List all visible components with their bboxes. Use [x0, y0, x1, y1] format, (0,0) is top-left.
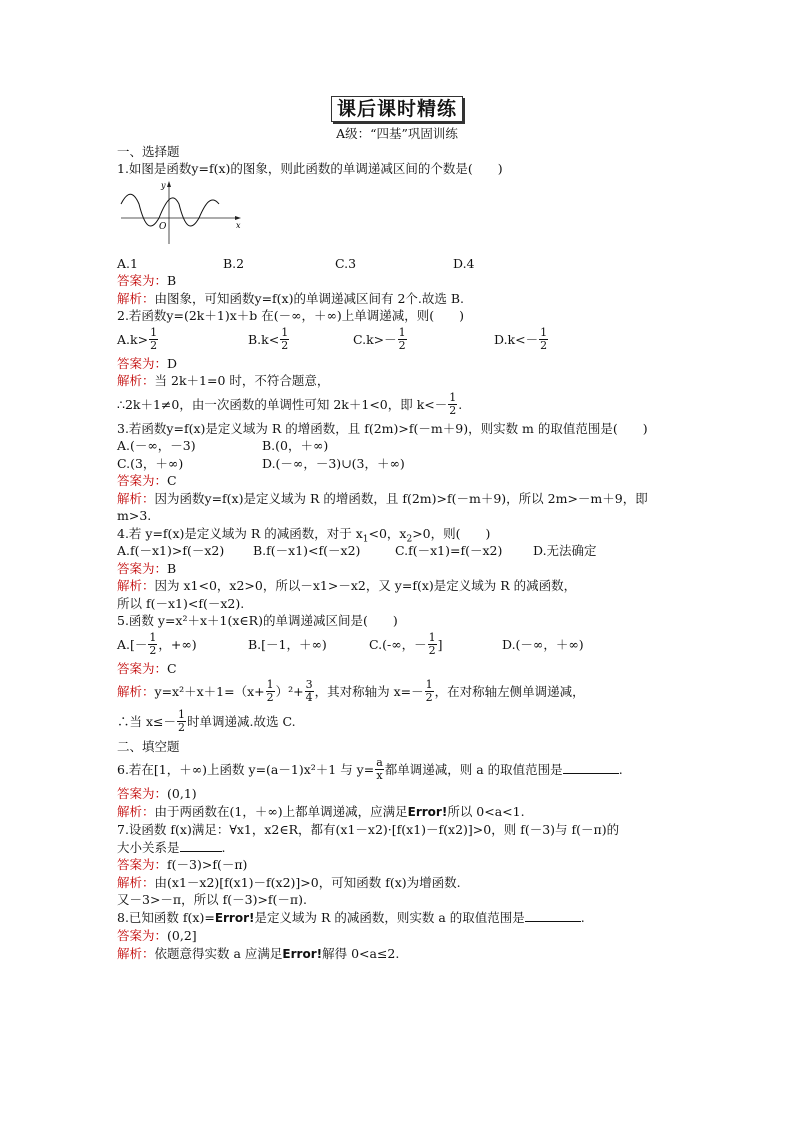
worksheet — [117, 96, 677, 963]
answer-label: 答案为： — [117, 560, 168, 576]
fraction — [148, 632, 157, 657]
fraction-denominator: 2 — [178, 721, 185, 734]
q5-option-c-end: ] — [437, 636, 443, 652]
q6-answer — [117, 785, 677, 803]
fraction-numerator: 1 — [281, 325, 289, 339]
fraction-denominator: 4 — [305, 691, 313, 704]
fraction — [266, 679, 275, 704]
answer-blank[interactable] — [180, 839, 222, 852]
q3-options-row1 — [117, 437, 677, 455]
q5-analysis-mid: ）²+ — [275, 684, 304, 699]
answer-label: 答案为： — [117, 473, 168, 488]
q5-option-a — [117, 630, 248, 660]
answer-blank[interactable] — [525, 909, 581, 922]
q5-option-d: D.(－∞，＋∞) — [502, 636, 584, 652]
q7-analysis-2: 又－3>－π，所以 f(－3)>f(－π). — [117, 892, 307, 907]
answer-label: 答案为： — [117, 786, 168, 801]
fraction-numerator: 1 — [266, 678, 274, 691]
q2-conclusion — [117, 390, 677, 420]
q2-answer — [117, 355, 677, 373]
q1-option-c: C.3 — [335, 255, 357, 271]
q5-option-a-end: ，+∞) — [158, 636, 197, 652]
q5-option-c-text: C.(-∞，－ — [369, 636, 427, 652]
fraction-numerator: 1 — [425, 678, 433, 691]
q4-stem: 4.若 y=f(x)是定义域为 R 的减函数，对于 $x_1<0$，$x_2>0$，则( ) — [117, 525, 491, 544]
fraction-numerator: 1 — [428, 630, 436, 644]
q4-option-d: D.无法确定 — [533, 543, 597, 558]
q2-option-a — [117, 325, 248, 355]
q2-answer-value: D — [167, 355, 178, 371]
fraction-denominator: 2 — [425, 691, 433, 704]
q7-stem-2 — [117, 839, 677, 857]
q2-option-b — [248, 325, 353, 355]
q7-answer-value: f(－3)>f(－π) — [167, 857, 248, 872]
q8-analysis-text: 依题意得实数 a 应满足 — [154, 945, 283, 961]
q8-stem-mid: 是定义域为 R 的减函数，则实数 a 的取值范围是 — [254, 909, 525, 925]
q7-stem2-end: . — [221, 839, 226, 855]
q1-analysis-text: 由图象，可知函数y=f(x)的单调递减区间有 2个.故选 B. — [154, 290, 465, 306]
fraction-numerator: 1 — [149, 630, 157, 644]
q3-option-c: C.(3，＋∞) — [117, 455, 184, 471]
fraction-denominator: 2 — [449, 403, 457, 417]
fraction-numerator: 1 — [150, 325, 158, 339]
q4-analysis-2: 所以 f(－x1)<f(－x2). — [117, 595, 245, 611]
fraction — [428, 632, 437, 657]
q4-options — [117, 542, 677, 560]
answer-label: 答案为： — [117, 928, 168, 943]
q6-analysis — [117, 803, 677, 822]
q1-graph — [117, 180, 677, 249]
q6-stem — [117, 755, 677, 785]
error-placeholder: Error! — [407, 804, 448, 819]
q5-stem: 5.函数 y=x²＋x＋1(x∈R)的单调递减区间是( ) — [117, 613, 398, 628]
graph-x-label: x — [236, 220, 241, 230]
q6-answer-value: (0,1) — [167, 786, 197, 801]
page-subtitle: A级：“四基”巩固训练 — [336, 126, 458, 141]
q2-conclusion-text: ∴2k＋1≠0，由一次函数的单调性可知 2k＋1<0，即 k<－ — [117, 396, 448, 412]
q8-stem-text: 8.已知函数 f(x)= — [117, 909, 215, 925]
answer-label: 答案为： — [117, 273, 168, 288]
q2-option-c — [353, 325, 494, 355]
q3-stem: 3.若函数y=f(x)是定义域为 R 的增函数，且 f(2m)>f(－m＋9)，则实数 m 的取值范围是( ) — [117, 420, 648, 436]
fraction-denominator: 2 — [281, 338, 289, 352]
q6-analysis-end: 所以 0<a<1. — [447, 803, 525, 819]
q4-answer — [117, 560, 677, 578]
q1-analysis — [117, 290, 677, 308]
q1-answer — [117, 272, 677, 290]
q5-option-a-text: A.[－ — [117, 636, 148, 652]
answer-label: 答案为： — [117, 660, 168, 676]
y-axis-arrow — [167, 181, 171, 187]
q2-option-c-text: C.k>－ — [353, 331, 397, 347]
error-placeholder: Error! — [282, 946, 323, 961]
q1-option-b: B.2 — [223, 255, 245, 271]
analysis-label: 解析： — [117, 874, 155, 890]
q4-answer-value: B — [167, 560, 177, 576]
q1-option-a: A.1 — [117, 255, 138, 271]
graph-y-label: y — [161, 180, 166, 190]
analysis-label: 解析： — [117, 578, 155, 593]
q1-stem: 1.如图是函数y=f(x)的图象，则此函数的单调递减区间的个数是( ) — [117, 161, 503, 176]
q2-options — [117, 325, 677, 355]
q2-conclusion-end: . — [458, 396, 463, 412]
q4-stem-mid: <0，x — [368, 525, 407, 541]
fraction-numerator: 3 — [305, 678, 313, 691]
q2-option-b-text: B.k< — [248, 331, 280, 347]
section-choice-heading: 一、选择题 — [117, 144, 180, 159]
fraction-numerator: 1 — [540, 325, 548, 339]
error-placeholder: Error! — [214, 910, 255, 925]
q5-conclusion-text: ∴当 x≤－ — [117, 714, 176, 729]
q3-answer — [117, 472, 677, 490]
section-fill-heading: 二、填空题 — [117, 739, 180, 754]
q3-option-b: B.(0，＋∞) — [262, 438, 329, 453]
q8-answer-value: (0,2] — [167, 928, 197, 943]
fraction-denominator: x — [376, 769, 383, 782]
q6-stem-mid: 都单调递减，则 a 的取值范围是 — [384, 762, 563, 777]
q6-analysis-text: 由于两函数在(1，＋∞)上都单调递减，应满足 — [154, 803, 408, 819]
q3-option-a: A.(－∞，－3) — [117, 438, 196, 453]
q6-stem-text: 6.若在[1，＋∞)上函数 y=(a－1)x²＋1 与 y= — [117, 762, 375, 777]
q7-analysis-text: 由(x1－x2)[f(x1)－f(x2)]>0，可知函数 f(x)为增函数. — [154, 874, 461, 890]
fraction — [280, 327, 289, 352]
q3-option-d: D.(－∞，－3)∪(3，＋∞) — [262, 455, 405, 471]
q5-analysis-mid2: ，其对称轴为 x=－ — [314, 684, 424, 699]
q6-stem-end: . — [618, 762, 623, 777]
answer-label: 答案为： — [117, 355, 168, 371]
q2-option-d-text: D.k<－ — [494, 331, 539, 347]
fraction — [177, 709, 186, 734]
fraction-denominator: 2 — [149, 643, 157, 657]
title-block — [117, 96, 677, 122]
q8-stem — [117, 909, 677, 928]
q5-conclusion-end: 时单调递减.故选 C. — [187, 714, 296, 729]
q1-option-d: D.4 — [453, 255, 475, 271]
fraction — [425, 679, 434, 704]
q4-stem-text: 4.若 y=f(x)是定义域为 R 的减函数，对于 x — [117, 525, 363, 541]
fraction-denominator: 2 — [150, 338, 158, 352]
q4-option-c: C.f(－x1)=f(－x2) — [395, 543, 503, 558]
q2-option-a-text: A.k> — [117, 331, 149, 347]
q4-option-b: B.f(－x1)<f(－x2) — [253, 543, 361, 558]
fraction-numerator: 1 — [449, 390, 457, 404]
fraction — [539, 327, 548, 352]
function-curve — [121, 194, 219, 226]
q1-options — [117, 255, 677, 273]
function-graph — [117, 180, 243, 246]
answer-blank[interactable] — [563, 761, 619, 774]
q3-analysis-text: 因为函数y=f(x)是定义域为 R 的增函数，且 f(2m)>f(－m＋9)，所以 2m>－m＋9，即 m>3. — [117, 490, 648, 523]
q5-option-b: B.[－1，＋∞) — [248, 636, 327, 652]
fraction-numerator: 1 — [398, 325, 406, 339]
fraction-numerator: 1 — [178, 708, 185, 721]
analysis-label: 解析： — [117, 945, 155, 961]
q5-option-c — [369, 630, 502, 660]
q8-answer — [117, 927, 677, 945]
analysis-label: 解析： — [117, 373, 155, 388]
q7-stem2-text: 大小关系是 — [117, 839, 180, 855]
q4-analysis — [117, 577, 677, 595]
q7-analysis — [117, 874, 677, 892]
fraction-denominator: 2 — [266, 691, 274, 704]
q5-options — [117, 630, 677, 660]
q2-option-d — [494, 325, 549, 355]
fraction — [448, 392, 457, 417]
q2-analysis — [117, 372, 677, 390]
analysis-label: 解析： — [117, 490, 155, 506]
q4-stem-end: >0，则( ) — [412, 525, 491, 541]
q8-analysis-end: 解得 0<a≤2. — [322, 945, 400, 961]
x-axis-arrow — [235, 216, 241, 220]
fraction-numerator: a — [376, 756, 383, 769]
fraction — [149, 327, 158, 352]
q3-analysis — [117, 490, 677, 525]
q4-analysis-text: 因为 x1<0，x2>0，所以－x1>－x2，又 y=f(x)是定义域为 R 的减函数， — [154, 578, 577, 593]
q8-stem-end: . — [580, 909, 585, 925]
fraction — [375, 757, 384, 782]
q5-answer-value: C — [167, 660, 177, 676]
fraction-denominator: 2 — [540, 338, 548, 352]
analysis-label: 解析： — [117, 684, 155, 699]
graph-origin-label: O — [159, 221, 167, 232]
q3-options-row2 — [117, 455, 677, 473]
q5-conclusion — [117, 707, 677, 737]
q2-stem: 2.若函数y=(2k＋1)x＋b 在(－∞，＋∞)上单调递减，则( ) — [117, 308, 465, 323]
q7-answer — [117, 856, 677, 874]
q3-answer-value: C — [167, 473, 177, 488]
q7-stem: 7.设函数 f(x)满足：∀x1，x2∈R，都有(x1－x2)·[f(x1)－f(x2)]>0，则 f(－3)与 f(－π)的 — [117, 822, 620, 837]
q5-answer — [117, 660, 677, 678]
q8-analysis — [117, 945, 677, 964]
fraction — [398, 327, 407, 352]
fraction — [305, 679, 314, 704]
analysis-label: 解析： — [117, 290, 155, 306]
analysis-label: 解析： — [117, 803, 155, 819]
fraction-denominator: 2 — [398, 338, 406, 352]
page-title: 课后课时精练 — [331, 96, 463, 122]
answer-label: 答案为： — [117, 857, 168, 872]
q1-answer-value: B — [167, 273, 177, 288]
q2-analysis-text: 当 2k＋1=0 时，不符合题意， — [154, 373, 330, 388]
q5-analysis — [117, 677, 677, 707]
q5-analysis-text: y=x²＋x＋1=（x+ — [154, 684, 265, 699]
fraction-denominator: 2 — [428, 643, 436, 657]
q5-analysis-end: ，在对称轴左侧单调递减， — [434, 684, 585, 699]
q4-option-a: A.f(－x1)>f(－x2) — [117, 543, 225, 558]
